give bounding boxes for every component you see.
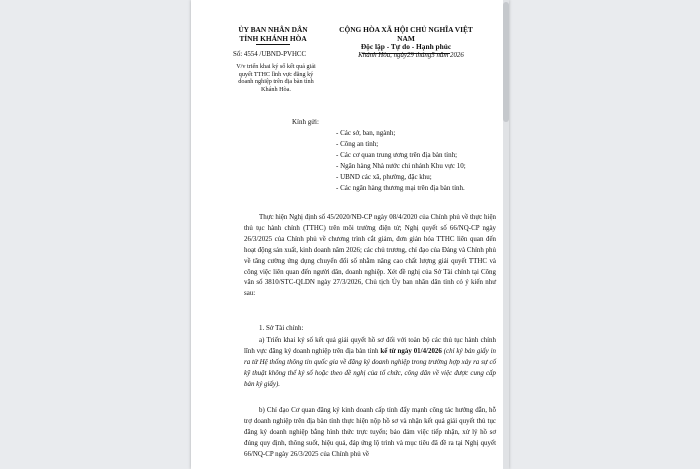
national-motto xyxy=(331,26,481,54)
recipient-item: - UBND các xã, phường, đặc khu; xyxy=(336,172,432,181)
scrollbar-track[interactable] xyxy=(503,0,509,469)
document-number: Số: 4554 /UBND-PVHCC xyxy=(233,51,307,58)
recipient-item: - Ngân hàng Nhà nước chi nhánh Khu vực 10; xyxy=(336,161,466,170)
paragraph-a-text: a) Triển khai ký số kết quả giải quyết hồ sơ đối với toàn bộ các thủ tục hành chính lĩnh vực đăng ký doanh nghiệp trên địa bàn tỉnh xyxy=(244,336,496,355)
recipient-item: - Các ngân hàng thương mại trên địa bàn tỉnh. xyxy=(336,183,465,192)
paragraph-a xyxy=(244,335,496,390)
intro-paragraph: Thực hiện Nghị định số 45/2020/NĐ-CP ngày 08/4/2020 của Chính phủ về thực hiện thủ tục hành chính (TTHC) trên môi trường điện tử; Nghị quyết số 66/NQ-CP ngày 26/3/2025 của Chính phủ về chương trình cắt giảm, đơn giản hóa TTHC liên quan đến hoạt động sản xuất, kinh doanh năm 2026; các chủ trương, chỉ đạo của Đảng và Chính phủ về tăng cường ứng dụng chuyển đổi số nhằm nâng cao chất lượng giải quyết TTHC và công việc liên quan đến người dân, doanh nghiệp. Xét đề nghị của Sở Tài chính tại Công văn số 3810/STC-QLDN ngày 27/3/2026, Chủ tịch Ủy ban nhân dân tỉnh có ý kiến như sau: xyxy=(244,213,496,298)
authority-line-1: ỦY BAN NHÂN DÂN xyxy=(238,25,308,34)
recipient-item: - Các sở, ban, ngành; xyxy=(336,129,396,137)
section-1-heading: 1. Sở Tài chính: xyxy=(259,324,304,332)
scrollbar-thumb[interactable] xyxy=(503,2,509,122)
paragraph-a-note: (chỉ ký bản giấy in ra từ Hệ thống thông tin quốc gia về đăng ký doanh nghiệp trong trường hợp xảy ra sự cố kỹ thuật không thể ký số hoặc theo đề nghị của tổ chức, công dân về việc được cung cấp bản ký giấy). xyxy=(244,346,497,388)
recipient-item: - Các cơ quan trung ương trên địa bàn tỉnh; xyxy=(336,150,458,159)
issuing-authority xyxy=(230,26,316,45)
paragraph-b: b) Chỉ đạo Cơ quan đăng ký kinh doanh cấp tỉnh đẩy mạnh công tác hướng dẫn, hỗ trợ doanh nghiệp trên địa bàn tỉnh thực hiện nộp hồ sơ và nhận kết quả giải quyết thủ tục đăng ký doanh nghiệp bằng hình thức trực tuyến; bảo đảm việc tiếp nhận, xử lý hồ sơ đúng quy định, thông suốt, hiệu quả, đáp ứng lộ trình và mục tiêu đã đề ra tại Nghị quyết 66/NQ-CP ngày 26/3/2025 của Chính phủ về xyxy=(244,406,496,458)
country-name: CỘNG HÒA XÃ HỘI CHỦ NGHĨA VIỆT NAM xyxy=(339,25,473,43)
recipient-item: - Công an tỉnh; xyxy=(336,139,379,148)
authority-line-2: TỈNH KHÁNH HÒA xyxy=(239,33,307,43)
salutation: Kính gửi: xyxy=(292,118,319,126)
place-date: Khánh Hòa, ngày29 tháng5 năm 2026 xyxy=(358,52,464,59)
paragraph-a-date: kể từ ngày 01/4/2026 xyxy=(380,346,442,355)
document-page xyxy=(191,0,509,469)
document-subject: V/v triển khai ký số kết quả giải quyết TTHC lĩnh vực đăng ký doanh nghiệp trên địa bàn tỉnh Khánh Hòa. xyxy=(236,63,316,93)
authority-underline xyxy=(256,44,290,45)
recipient-list xyxy=(336,128,466,193)
motto: Độc lập - Tự do - Hạnh phúc xyxy=(360,42,452,52)
